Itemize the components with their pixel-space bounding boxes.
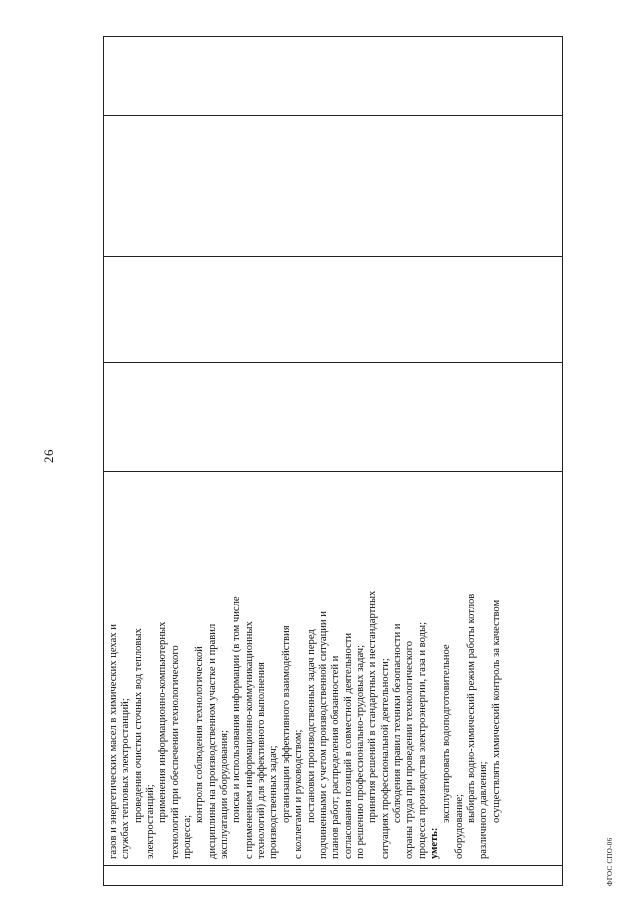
content-line: осуществлять химический контроль за качеством	[490, 599, 502, 823]
content-line: планов работ; распределения обязанностей и	[330, 655, 342, 859]
content-line: уметь:	[428, 827, 440, 859]
content-line: процесса;	[182, 814, 194, 859]
content-line: с применением информационно-коммуникационных	[243, 621, 255, 859]
content-line: процесса производства электроэнергии, газа и воды;	[416, 621, 428, 859]
content-line: постановки производственных задач перед	[305, 629, 317, 823]
content-line: соблюдения правил техники безопасности и	[391, 623, 403, 823]
content-line: подчиненными с учетом производственной ситуации и	[317, 611, 329, 859]
column-divider	[104, 256, 562, 257]
content-line: электростанций;	[145, 784, 157, 859]
content-line: эксплуатировать водоподготовительное	[441, 644, 453, 823]
content-line: согласования позиций в совместной деятельности	[342, 632, 354, 859]
content-line: охраны труда при проведении технологического	[404, 640, 416, 859]
content-line: выбирать водно-химический режим работы котлов	[465, 593, 477, 823]
content-line: газов и энергетических масел в химических цехах и	[108, 624, 119, 859]
content-line: применения информационно-компьютерных	[157, 621, 169, 823]
content-line: по решению профессионально-трудовых задач;	[354, 644, 366, 859]
content-line: оборудование;	[453, 793, 465, 859]
content-line: с коллегами и руководством;	[293, 729, 305, 859]
competency-content-cell	[104, 472, 562, 865]
content-line: дисциплины на производственном участке и правил	[206, 623, 218, 859]
content-line: технологий) для эффективного выполнения	[256, 662, 268, 859]
table	[103, 36, 563, 886]
column-divider	[104, 471, 562, 472]
content-line: проведения очистки сточных вод тепловых	[132, 628, 144, 823]
content-line: производственных задач;	[268, 745, 280, 859]
content-line: службах тепловых электростанций;	[120, 698, 132, 859]
content-line: принятия решений в стандартных и нестандартных	[367, 590, 379, 823]
column-divider	[104, 865, 562, 866]
content-line: поиска и использования информации (в том числе	[231, 596, 243, 823]
column-divider	[104, 362, 562, 363]
content-line: организации эффективного взаимодействия	[280, 625, 292, 823]
content-line: контроля соблюдения технологической	[194, 646, 206, 823]
content-line: технологий при обеспечении технологического	[169, 645, 181, 859]
content-line: ситуациях профессиональной деятельности;	[379, 658, 391, 859]
page-number: 26	[41, 449, 56, 463]
content-line: различного давления;	[478, 761, 490, 859]
column-divider	[104, 115, 562, 116]
footer-code: ФГОС СПО-06	[606, 837, 614, 886]
content-line: эксплуатации оборудования;	[219, 730, 231, 859]
